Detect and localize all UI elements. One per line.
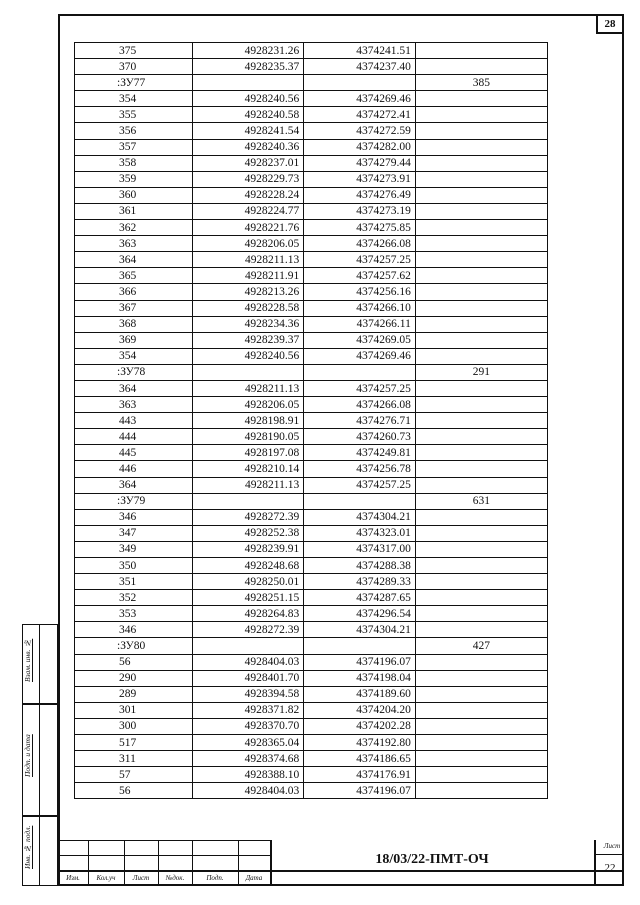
table-cell-c2: 4928224.77 [192,203,304,219]
table-row [75,477,548,493]
table-row [75,171,548,187]
table-cell-c2: 4928206.05 [192,397,304,413]
table-cell-c2: 4928365.04 [192,735,304,751]
sheet-label: Лист [603,842,621,850]
table-cell-c4 [415,300,547,316]
table-row [75,525,548,541]
table-row [75,316,548,332]
table-cell-c3: 4374317.00 [304,541,416,557]
table-cell-c4 [415,541,547,557]
table-row [75,686,548,702]
table-cell-c4 [415,43,547,59]
sheet-number: 22 [604,862,616,874]
table-cell-c3: 4374204.20 [304,702,416,718]
table-cell-c2: 4928197.08 [192,445,304,461]
table-cell-c3: 4374186.65 [304,751,416,767]
table-cell-c2: 4928206.05 [192,236,304,252]
table-cell-c1: 366 [75,284,193,300]
table-cell-c1: 57 [75,767,193,783]
table-row [75,380,548,396]
table-section-row [75,638,548,654]
table-cell-c2: 4928371.82 [192,702,304,718]
table-cell-c3: 4374189.60 [304,686,416,702]
table-cell-c4 [415,654,547,670]
table-cell-c2: 4928228.24 [192,187,304,203]
table-cell-c1: 369 [75,332,193,348]
table-cell-c4 [415,187,547,203]
table-cell-c2: 4928250.01 [192,574,304,590]
table-cell-c3: 4374288.38 [304,558,416,574]
table-cell-c1: 361 [75,203,193,219]
table-cell-c3: 4374257.25 [304,252,416,268]
table-cell-c4 [415,203,547,219]
table-cell-c1: 368 [75,316,193,332]
table-cell-c1: 363 [75,236,193,252]
table-cell-c1: :ЗУ80 [75,638,193,654]
table-cell-c1: 363 [75,397,193,413]
table-cell-c1: 300 [75,718,193,734]
table-cell-c4 [415,397,547,413]
document-code: 18/03/22-ПМТ-ОЧ [375,852,489,867]
table-cell-c4 [415,59,547,75]
table-cell-c2: 4928228.58 [192,300,304,316]
table-cell-c1: :ЗУ79 [75,493,193,509]
table-row [75,397,548,413]
table-cell-c3: 4374266.08 [304,236,416,252]
table-cell-c2: 4928229.73 [192,171,304,187]
table-row [75,509,548,525]
table-row [75,445,548,461]
table-cell-c1: 364 [75,477,193,493]
table-cell-c4 [415,236,547,252]
table-cell-c1: 356 [75,123,193,139]
table-cell-c4: 385 [415,75,547,91]
table-cell-c1: 353 [75,606,193,622]
table-cell-c4 [415,348,547,364]
table-row [75,187,548,203]
table-cell-c2: 4928401.70 [192,670,304,686]
table-cell-c3 [304,493,416,509]
table-row [75,252,548,268]
stamp-col-izm: Изм. [66,874,80,882]
table-cell-c1: 289 [75,686,193,702]
table-row [75,767,548,783]
table-row [75,91,548,107]
table-cell-c1: :ЗУ78 [75,364,193,380]
table-row [75,622,548,638]
table-cell-c4 [415,751,547,767]
table-cell-c4 [415,606,547,622]
table-cell-c2: 4928388.10 [192,767,304,783]
table-cell-c4 [415,171,547,187]
table-row [75,654,548,670]
table-cell-c2 [192,638,304,654]
table-cell-c3: 4374269.46 [304,91,416,107]
table-cell-c3: 4374287.65 [304,590,416,606]
table-cell-c3: 4374269.05 [304,332,416,348]
table-cell-c2: 4928198.91 [192,413,304,429]
table-cell-c2: 4928252.38 [192,525,304,541]
table-cell-c3: 4374257.25 [304,477,416,493]
table-cell-c3: 4374256.16 [304,284,416,300]
table-cell-c1: 346 [75,509,193,525]
table-row [75,43,548,59]
table-cell-c4 [415,429,547,445]
table-cell-c3: 4374237.40 [304,59,416,75]
table-cell-c1: 56 [75,783,193,799]
table-cell-c1: 360 [75,187,193,203]
corner-page-number: 28 [596,14,624,34]
table-row [75,155,548,171]
stamp-col-koluch: Кол.уч [96,874,116,882]
table-cell-c1: 350 [75,558,193,574]
table-cell-c4 [415,558,547,574]
table-cell-c4 [415,220,547,236]
table-cell-c3: 4374323.01 [304,525,416,541]
table-cell-c2 [192,364,304,380]
table-row [75,123,548,139]
side-stamp-podp [22,704,58,816]
table-cell-c3: 4374257.25 [304,380,416,396]
table-cell-c3: 4374273.91 [304,171,416,187]
table-cell-c2: 4928240.56 [192,91,304,107]
table-cell-c2: 4928251.15 [192,590,304,606]
table-cell-c4 [415,477,547,493]
table-cell-c3: 4374296.54 [304,606,416,622]
table-cell-c3: 4374176.91 [304,767,416,783]
table-cell-c2: 4928221.76 [192,220,304,236]
table-section-row [75,493,548,509]
table-cell-c4 [415,670,547,686]
side-stamp-vzam [22,624,58,704]
table-cell-c4 [415,332,547,348]
table-cell-c1: 351 [75,574,193,590]
table-cell-c2: 4928394.58 [192,686,304,702]
table-row [75,735,548,751]
table-row [75,332,548,348]
table-cell-c2: 4928240.58 [192,107,304,123]
table-row [75,413,548,429]
table-cell-c2: 4928241.54 [192,123,304,139]
table-cell-c2: 4928211.13 [192,477,304,493]
table-cell-c3: 4374266.11 [304,316,416,332]
table-cell-c1: 445 [75,445,193,461]
table-cell-c4 [415,91,547,107]
table-cell-c4 [415,413,547,429]
table-cell-c1: 364 [75,380,193,396]
table-cell-c4 [415,574,547,590]
table-cell-c3: 4374256.78 [304,461,416,477]
table-cell-c3: 4374202.28 [304,718,416,734]
table-cell-c3: 4374282.00 [304,139,416,155]
table-section-row [75,75,548,91]
table-cell-c2: 4928239.91 [192,541,304,557]
stamp-col-podp: Подп. [206,874,224,882]
stamp-col-data: Дата [245,874,263,882]
table-cell-c1: 290 [75,670,193,686]
table-cell-c4 [415,461,547,477]
table-cell-c1: 358 [75,155,193,171]
table-cell-c4 [415,252,547,268]
table-cell-c4 [415,702,547,718]
table-cell-c1: 446 [75,461,193,477]
table-row [75,59,548,75]
table-cell-c4 [415,735,547,751]
table-cell-c2: 4928370.70 [192,718,304,734]
table-cell-c3 [304,638,416,654]
table-cell-c2 [192,75,304,91]
table-row [75,220,548,236]
table-row [75,203,548,219]
table-cell-c1: 346 [75,622,193,638]
side-label-inv: Инв. № подл. [23,825,32,869]
table-cell-c4 [415,380,547,396]
table-row [75,541,548,557]
table-cell-c1: 357 [75,139,193,155]
table-cell-c3: 4374275.85 [304,220,416,236]
table-cell-c4 [415,155,547,171]
table-cell-c2: 4928239.37 [192,332,304,348]
table-cell-c3: 4374266.08 [304,397,416,413]
table-cell-c2: 4928213.26 [192,284,304,300]
table-cell-c2: 4928374.68 [192,751,304,767]
table-cell-c1: 355 [75,107,193,123]
table-cell-c3: 4374276.49 [304,187,416,203]
table-cell-c1: 367 [75,300,193,316]
table-cell-c2: 4928272.39 [192,509,304,525]
table-cell-c4 [415,139,547,155]
table-cell-c1: 517 [75,735,193,751]
table-cell-c1: 347 [75,525,193,541]
table-cell-c2: 4928234.36 [192,316,304,332]
table-cell-c1: 301 [75,702,193,718]
side-label-podp: Подп. и дата [23,734,32,778]
table-cell-c1: 443 [75,413,193,429]
table-cell-c3: 4374279.44 [304,155,416,171]
table-row [75,783,548,799]
table-cell-c2: 4928211.13 [192,380,304,396]
table-cell-c3: 4374266.10 [304,300,416,316]
table-row [75,702,548,718]
table-row [75,236,548,252]
table-cell-c1: 56 [75,654,193,670]
table-cell-c3 [304,364,416,380]
table-cell-c4 [415,686,547,702]
table-cell-c3: 4374272.59 [304,123,416,139]
table-cell-c3: 4374289.33 [304,574,416,590]
table-cell-c4 [415,445,547,461]
table-cell-c4: 291 [415,364,547,380]
table-cell-c2: 4928404.03 [192,783,304,799]
table-row [75,751,548,767]
table-cell-c3: 4374272.41 [304,107,416,123]
table-cell-c1: 349 [75,541,193,557]
table-cell-c3: 4374273.19 [304,203,416,219]
stamp-col-list: Лист [132,874,150,882]
table-cell-c3: 4374304.21 [304,622,416,638]
table-cell-c2: 4928404.03 [192,654,304,670]
table-cell-c2: 4928248.68 [192,558,304,574]
table-cell-c4 [415,316,547,332]
table-cell-c2: 4928231.26 [192,43,304,59]
table-cell-c4 [415,622,547,638]
table-row [75,558,548,574]
table-cell-c4 [415,268,547,284]
table-cell-c3: 4374249.81 [304,445,416,461]
table-cell-c2: 4928237.01 [192,155,304,171]
table-cell-c4 [415,590,547,606]
table-cell-c3: 4374196.07 [304,783,416,799]
table-cell-c4 [415,525,547,541]
table-cell-c4 [415,783,547,799]
table-cell-c4 [415,509,547,525]
table-cell-c4: 631 [415,493,547,509]
table-cell-c2: 4928190.05 [192,429,304,445]
table-row [75,139,548,155]
table-cell-c2: 4928264.83 [192,606,304,622]
table-cell-c2: 4928210.14 [192,461,304,477]
table-cell-c2: 4928211.91 [192,268,304,284]
table-cell-c4 [415,718,547,734]
table-cell-c2: 4928235.37 [192,59,304,75]
table-cell-c3: 4374241.51 [304,43,416,59]
table-cell-c2: 4928211.13 [192,252,304,268]
table-row [75,107,548,123]
table-cell-c1: 362 [75,220,193,236]
table-section-row [75,364,548,380]
table-cell-c1: 375 [75,43,193,59]
table-row [75,670,548,686]
table-row [75,284,548,300]
table-row [75,590,548,606]
table-cell-c1: :ЗУ77 [75,75,193,91]
coordinates-table [74,42,548,799]
table-cell-c4 [415,767,547,783]
table-cell-c1: 359 [75,171,193,187]
table-cell-c1: 354 [75,91,193,107]
table-cell-c3: 4374192.80 [304,735,416,751]
table-cell-c3: 4374196.07 [304,654,416,670]
table-cell-c1: 354 [75,348,193,364]
table-cell-c3: 4374276.71 [304,413,416,429]
table-cell-c3 [304,75,416,91]
table-row [75,461,548,477]
table-cell-c4: 427 [415,638,547,654]
table-cell-c1: 365 [75,268,193,284]
table-cell-c4 [415,123,547,139]
table-cell-c1: 311 [75,751,193,767]
table-cell-c2: 4928272.39 [192,622,304,638]
table-row [75,718,548,734]
table-row [75,574,548,590]
table-cell-c2 [192,493,304,509]
table-cell-c2: 4928240.56 [192,348,304,364]
table-cell-c4 [415,107,547,123]
table-row [75,300,548,316]
table-cell-c3: 4374198.04 [304,670,416,686]
table-row [75,348,548,364]
title-block [58,840,624,886]
table-row [75,429,548,445]
table-cell-c3: 4374304.21 [304,509,416,525]
table-cell-c1: 370 [75,59,193,75]
side-stamp-inv [22,816,58,886]
table-cell-c1: 352 [75,590,193,606]
table-cell-c1: 444 [75,429,193,445]
table-cell-c1: 364 [75,252,193,268]
side-label-vzam: Взам. инв. № [23,638,32,682]
table-cell-c3: 4374257.62 [304,268,416,284]
table-cell-c3: 4374260.73 [304,429,416,445]
table-cell-c4 [415,284,547,300]
table-row [75,268,548,284]
table-row [75,606,548,622]
stamp-col-ndok: №док. [165,874,185,882]
table-cell-c2: 4928240.36 [192,139,304,155]
table-cell-c3: 4374269.46 [304,348,416,364]
